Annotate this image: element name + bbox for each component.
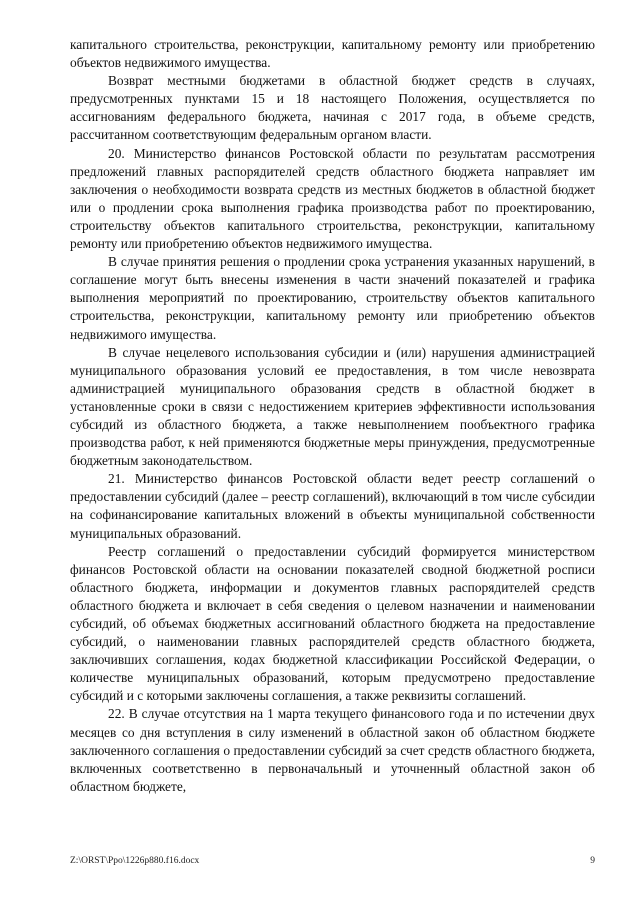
page-number: 9 — [590, 856, 595, 866]
page-footer — [70, 856, 595, 866]
paragraph: капитального строительства, реконструкции, капитальному ремонту или приобретению объектов недвижимого имущества. — [70, 37, 595, 71]
paragraph: 22. В случае отсутствия на 1 марта текущего финансового года и по истечении двух месяцев со дня вступления в силу изменений в областной закон об областном бюджете заключенного соглашения о предоставлении субсидий за счет средств областного бюджета, включенных соответственно в первоначальный и уточненный областной закон об областном бюджете, — [70, 706, 595, 794]
document-body — [70, 36, 595, 796]
paragraph: 21. Министерство финансов Ростовской области ведет реестр соглашений о предоставлении субсидий (далее – реестр соглашений), включающий в том числе субсидии на софинансирование капитальных вложений в объекты муниципальной собственности муниципальных образований. — [70, 471, 595, 541]
paragraph: В случае принятия решения о продлении срока устранения указанных нарушений, в соглашение могут быть внесены изменения в части значений показателей и графика выполнения мероприятий по проектированию, строительству объектов капитального строительства, реконструкции, капитальному ремонту или приобретению объектов недвижимого имущества. — [70, 254, 595, 342]
file-path: Z:\ORST\Ppo\1226p880.f16.docx — [70, 856, 200, 866]
paragraph: Реестр соглашений о предоставлении субсидий формируется министерством финансов Ростовской области на основании показателей сводной бюджетной росписи областного бюджета, информации и документов главных распорядителей средств областного бюджета и включает в себя сведения о целевом назначении и наименовании субсидий, об объемах бюджетных ассигнований областного бюджета на предоставление субсидий, о наименовании главных распорядителей средств областного бюджета, заключивших соглашения, кодах бюджетной классификации Российской Федерации, о количестве муниципальных образований, которым предусмотрено предоставление субсидий и с которыми заключены соглашения, а также реквизиты соглашений. — [70, 543, 595, 704]
paragraph: Возврат местными бюджетами в областной бюджет средств в случаях, предусмотренных пунктами 15 и 18 настоящего Положения, осуществляется по ассигнованиям федерального бюджета, начиная с 2017 года, в объеме средств, рассчитанном соответствующим федеральным органом власти. — [70, 73, 595, 143]
paragraph: 20. Министерство финансов Ростовской области по результатам рассмотрения предложений главных распорядителей средств областного бюджета направляет им заключения о необходимости возврата средств из местных бюджетов в областной бюджет или о продлении срока выполнения графика производства работ по проектированию, строительству объектов капитального строительства, реконструкции, капитальному ремонту или приобретению объектов недвижимого имущества. — [70, 145, 595, 252]
paragraph: В случае нецелевого использования субсидии и (или) нарушения администрацией муниципального образования условий ее предоставления, в том числе невозврата администрацией муниципального образования средств в областной бюджет в установленные сроки в связи с недостижением критериев эффективности использования субсидий из областного бюджета, а также невыполнением пообъектного графика производства работ, к ней применяются бюджетные меры принуждения, предусмотренные бюджетным законодательством. — [70, 344, 595, 469]
